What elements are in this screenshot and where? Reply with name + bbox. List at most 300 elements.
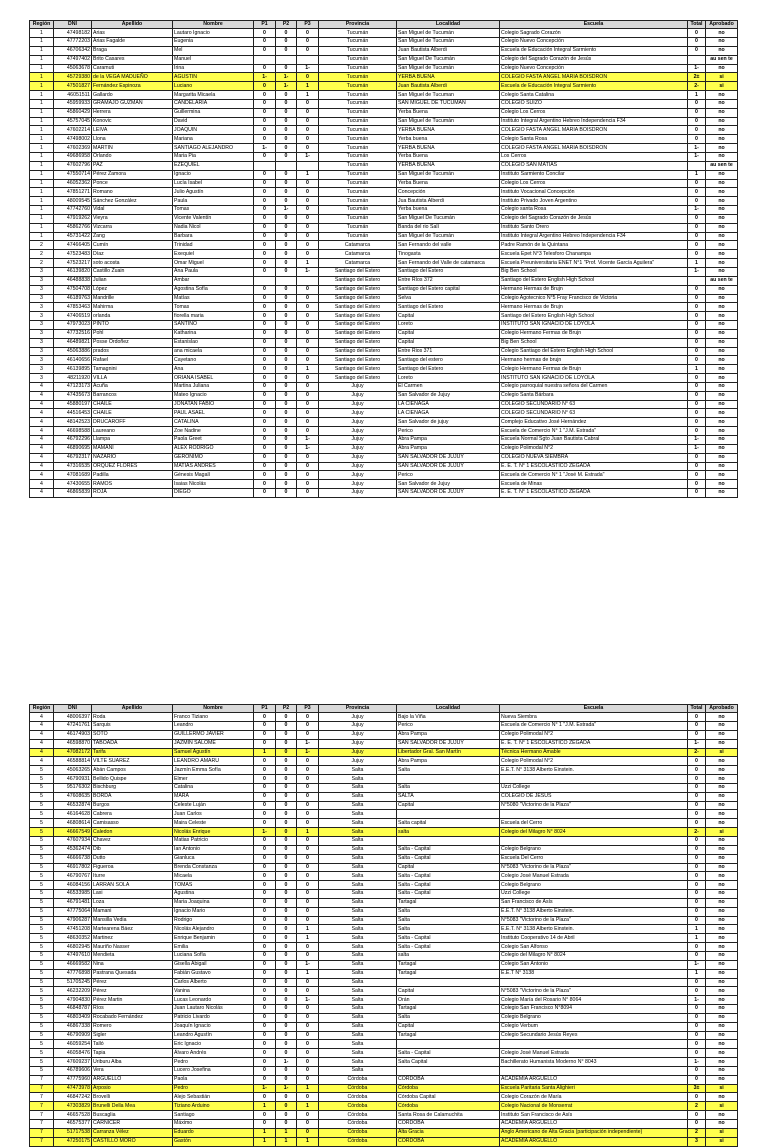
p1-cell: 0 xyxy=(254,259,276,268)
locality-cell: Salta - Capital xyxy=(397,1049,500,1058)
locality-cell xyxy=(397,1040,500,1049)
table-row xyxy=(30,321,738,330)
surname-cell: Llampa xyxy=(92,436,173,445)
region-cell: 5 xyxy=(30,987,54,996)
school-cell: Colegio José Manuel Estrada xyxy=(500,1049,688,1058)
school-cell: Santiago del Estero English High School xyxy=(500,276,688,285)
region-cell: 5 xyxy=(30,916,54,925)
p3-cell: 1 xyxy=(297,1084,319,1093)
approved-cell: no xyxy=(706,1031,738,1040)
approved-cell: no xyxy=(706,391,738,400)
total-cell: 0 xyxy=(688,188,706,197)
approved-header: Aprobado xyxy=(706,705,738,713)
approved-cell: no xyxy=(706,259,738,268)
name-cell: JOAQUIN xyxy=(173,126,254,135)
p2-cell: 0 xyxy=(276,978,297,987)
p2-cell: 0 xyxy=(276,294,297,303)
dni-cell: 47406519 xyxy=(54,312,92,321)
locality-cell: Abra Pampa xyxy=(397,436,500,445)
p3-cell: 0 xyxy=(297,757,319,766)
p1-cell: 0 xyxy=(254,978,276,987)
province-cell: Tucumán xyxy=(319,214,397,223)
school-cell: Instituto Privado Joven Argentino xyxy=(500,197,688,206)
p3-cell: 1- xyxy=(297,436,319,445)
dni-cell: 48142523 xyxy=(54,418,92,427)
region-cell: 1 xyxy=(30,197,54,206)
approved-cell: no xyxy=(706,1040,738,1049)
locality-cell xyxy=(397,978,500,987)
school-cell: COLEGIO FASTA ANGEL MARIA BOISDRON xyxy=(500,73,688,82)
table-row xyxy=(30,108,738,117)
locality-cell: Capital xyxy=(397,338,500,347)
school-cell: Técnica Hermano Amable xyxy=(500,748,688,757)
province-cell: Salta xyxy=(319,960,397,969)
p1-cell: 0 xyxy=(254,329,276,338)
dni-cell: 47241761 xyxy=(54,722,92,731)
p3-cell: 0 xyxy=(297,471,319,480)
region-cell: 3 xyxy=(30,356,54,365)
name-cell: GUILLERMO JAVIER xyxy=(173,730,254,739)
p2-cell: 0 xyxy=(276,38,297,47)
p1-cell: 0 xyxy=(254,996,276,1005)
p2-cell: 0 xyxy=(276,1075,297,1084)
province-cell: Tucumán xyxy=(319,206,397,215)
table-row xyxy=(30,197,738,206)
locality-cell: San Miguel de Tucuman xyxy=(397,91,500,100)
school-cell: Colegio Los Cerros xyxy=(500,108,688,117)
p2-cell: 0 xyxy=(276,1013,297,1022)
province-cell: Salta xyxy=(319,996,397,1005)
school-cell: Colegio Belgrano xyxy=(500,845,688,854)
p2-cell: 0 xyxy=(276,925,297,934)
approved-cell: no xyxy=(706,713,738,722)
approved-cell: no xyxy=(706,453,738,462)
surname-cell: Barrancos xyxy=(92,391,173,400)
surname-cell: Posse Ordoñez xyxy=(92,338,173,347)
approved-cell: au sen te xyxy=(706,161,738,170)
total-cell: 1- xyxy=(688,436,706,445)
approved-cell: si xyxy=(706,1137,738,1146)
surname-cell: Arposio xyxy=(92,1084,173,1093)
dni-cell: 47602369 xyxy=(54,144,92,153)
surname-cell: Sigler xyxy=(92,1031,173,1040)
p2-cell: 0 xyxy=(276,117,297,126)
p3-cell: 0 xyxy=(297,126,319,135)
dni-cell: 48009545 xyxy=(54,197,92,206)
locality-cell: Perico xyxy=(397,471,500,480)
locality-cell: Capital xyxy=(397,987,500,996)
school-cell: Colegio María del Rosario N° 8064 xyxy=(500,996,688,1005)
surname-cell: Romero xyxy=(92,1022,173,1031)
school-cell: Colegio santa Rosa xyxy=(500,206,688,215)
province-cell: Jujuy xyxy=(319,409,397,418)
p1-cell: 0 xyxy=(254,312,276,321)
p1-cell: 0 xyxy=(254,1013,276,1022)
p1-cell: 0 xyxy=(254,471,276,480)
region-cell: 1 xyxy=(30,38,54,47)
p3-cell: 0 xyxy=(297,792,319,801)
school-cell: Colegio Secundario Jesús Reyes xyxy=(500,1031,688,1040)
p3-cell: 1 xyxy=(297,91,319,100)
p1-cell: 0 xyxy=(254,374,276,383)
table-row xyxy=(30,144,738,153)
approved-cell: no xyxy=(706,46,738,55)
dni-cell: 46698588 xyxy=(54,427,92,436)
table-row xyxy=(30,1137,738,1146)
region-cell: 4 xyxy=(30,489,54,498)
dni-cell: 44516453 xyxy=(54,409,92,418)
region-cell: 1 xyxy=(30,223,54,232)
p3-cell: 0 xyxy=(297,73,319,82)
region-cell: 4 xyxy=(30,462,54,471)
surname-cell: Ponce xyxy=(92,179,173,188)
surname-cell: Pérez xyxy=(92,978,173,987)
p1-cell: 0 xyxy=(254,453,276,462)
locality-cell: Tinogasta xyxy=(397,250,500,259)
approved-cell: no xyxy=(706,916,738,925)
p1-cell: 0 xyxy=(254,347,276,356)
surname-cell: Díaz xyxy=(92,250,173,259)
locality-cell: CORDOBA xyxy=(397,1137,500,1146)
name-cell: Gastón xyxy=(173,1137,254,1146)
p1-cell: 0 xyxy=(254,135,276,144)
p1-cell: 0 xyxy=(254,960,276,969)
total-cell: 0 xyxy=(688,108,706,117)
locality-cell: Tartagal xyxy=(397,960,500,969)
school-cell: Colegio Corazón de María xyxy=(500,1093,688,1102)
surname-cell: DRUCAROFF xyxy=(92,418,173,427)
locality-cell: El Carmen xyxy=(397,382,500,391)
total-cell: 1 xyxy=(688,925,706,934)
table-row xyxy=(30,64,738,73)
dni-cell: 46488838 xyxy=(54,276,92,285)
p1-cell: 0 xyxy=(254,206,276,215)
locality-cell: Salta xyxy=(397,783,500,792)
total-cell: 0 xyxy=(688,951,706,960)
table-row xyxy=(30,347,738,356)
table-row xyxy=(30,951,738,960)
locality-cell: Juan Bautista Alberdi xyxy=(397,82,500,91)
p2-cell: 0 xyxy=(276,996,297,1005)
p2-cell: 0 xyxy=(276,960,297,969)
p3-cell: 0 xyxy=(297,1049,319,1058)
school-cell: E. E. T. N° 1 ESCOLASTICO ZEGADA xyxy=(500,739,688,748)
total-cell: 0 xyxy=(688,294,706,303)
total-cell: 0 xyxy=(688,730,706,739)
school-cell: Padre Ramón de la Quintana xyxy=(500,241,688,250)
p3-cell: 0 xyxy=(297,206,319,215)
region-cell: 7 xyxy=(30,1137,54,1146)
total-cell: 0 xyxy=(688,1049,706,1058)
results-table-top xyxy=(29,20,738,498)
region-cell: 5 xyxy=(30,854,54,863)
province-cell: Tucumán xyxy=(319,197,397,206)
p1-cell: 0 xyxy=(254,294,276,303)
total-cell: 2 xyxy=(688,1128,706,1137)
school-cell: Escuela de Minas xyxy=(500,480,688,489)
locality-cell: Capital xyxy=(397,863,500,872)
p3-cell: 0 xyxy=(297,144,319,153)
p1-cell: 0 xyxy=(254,739,276,748)
approved-cell: no xyxy=(706,99,738,108)
name-cell: Luciano xyxy=(173,82,254,91)
region-cell: 4 xyxy=(30,757,54,766)
total-cell: 0 xyxy=(688,801,706,810)
locality-cell: Salta xyxy=(397,916,500,925)
p3-cell: 0 xyxy=(297,819,319,828)
approved-cell: no xyxy=(706,489,738,498)
p3-cell: 0 xyxy=(297,374,319,383)
name-cell: Gisella Abigail xyxy=(173,960,254,969)
table-row xyxy=(30,1066,738,1075)
approved-cell: si xyxy=(706,748,738,757)
table-row xyxy=(30,241,738,250)
name-cell: MATIAS ANDRES xyxy=(173,462,254,471)
approved-cell: no xyxy=(706,153,738,162)
name-cell: Lautaro Ignacio xyxy=(173,29,254,38)
total-cell: 0 xyxy=(688,303,706,312)
school-cell: E.E.T. N° 3138 Alberto Einstein. xyxy=(500,766,688,775)
locality-cell: Salta - Capital xyxy=(397,934,500,943)
locality-cell: CORDOBA xyxy=(397,1075,500,1084)
dni-cell: 47473978 xyxy=(54,1084,92,1093)
total-cell: 2- xyxy=(688,828,706,837)
name-cell: Rodrigo xyxy=(173,916,254,925)
p2-cell: 0 xyxy=(276,46,297,55)
name-cell: JONATAN FABIO xyxy=(173,400,254,409)
name-cell: Vanina xyxy=(173,987,254,996)
name-cell: David xyxy=(173,117,254,126)
name-cell: Samuel Agustín xyxy=(173,748,254,757)
approved-cell: no xyxy=(706,1022,738,1031)
region-cell: 4 xyxy=(30,480,54,489)
name-cell: Vicente Valentín xyxy=(173,214,254,223)
school-cell: Bachillerato Humanista Moderno N° 8043 xyxy=(500,1058,688,1067)
approved-cell: au sen te xyxy=(706,276,738,285)
region-cell: 5 xyxy=(30,925,54,934)
p1-cell: 0 xyxy=(254,153,276,162)
total-cell: 0 xyxy=(688,978,706,987)
p2-cell: 0 xyxy=(276,722,297,731)
region-cell: 4 xyxy=(30,427,54,436)
approved-cell: no xyxy=(706,170,738,179)
p2-cell: 1 xyxy=(276,1128,297,1137)
province-cell: Tucumán xyxy=(319,38,397,47)
region-cell: 7 xyxy=(30,1075,54,1084)
approved-cell: no xyxy=(706,810,738,819)
province-cell: Tucumán xyxy=(319,179,397,188)
locality-cell: Banda del rio Salí xyxy=(397,223,500,232)
dni-cell: 47501827 xyxy=(54,82,92,91)
school-cell: Colegio Los Cerros xyxy=(500,179,688,188)
region-cell: 4 xyxy=(30,739,54,748)
table-row xyxy=(30,1084,738,1093)
total-header: Total xyxy=(688,705,706,713)
surname-cell: CHAILE xyxy=(92,409,173,418)
dni-cell: 48006397 xyxy=(54,713,92,722)
region-cell: 7 xyxy=(30,1120,54,1129)
p2-cell: 0 xyxy=(276,347,297,356)
surname-cell: Mandrille xyxy=(92,294,173,303)
approved-cell: no xyxy=(706,214,738,223)
name-cell: Santiago xyxy=(173,1111,254,1120)
region-cell: 5 xyxy=(30,951,54,960)
p1-cell: 0 xyxy=(254,881,276,890)
surname-cell: Camisasso xyxy=(92,819,173,828)
p1-cell: 0 xyxy=(254,730,276,739)
province-cell: Jujuy xyxy=(319,382,397,391)
region-cell: 4 xyxy=(30,418,54,427)
approved-cell: no xyxy=(706,144,738,153)
province-cell: Tucumán xyxy=(319,82,397,91)
surname-cell: Pohl xyxy=(92,329,173,338)
region-cell: 1 xyxy=(30,82,54,91)
surname-cell: Padilla xyxy=(92,471,173,480)
dni-cell: 46232209 xyxy=(54,987,92,996)
school-header: Escuela xyxy=(500,705,688,713)
school-cell xyxy=(500,978,688,987)
locality-cell: YERBA BUENA xyxy=(397,126,500,135)
table-row xyxy=(30,329,738,338)
school-cell xyxy=(500,810,688,819)
p1-cell: 0 xyxy=(254,916,276,925)
table-row xyxy=(30,1005,738,1014)
province-cell: Santiago del Estero xyxy=(319,374,397,383)
p2-cell: 0 xyxy=(276,108,297,117)
school-cell: E.E.T. N° 3138 Alberto Einstein. xyxy=(500,925,688,934)
school-cell: San Francisco de Asís xyxy=(500,898,688,907)
name-cell: Juan Carlos xyxy=(173,810,254,819)
surname-cell: Caledon xyxy=(92,828,173,837)
p1-cell: 0 xyxy=(254,1111,276,1120)
surname-cell: Braga xyxy=(92,46,173,55)
name-cell: MARA xyxy=(173,792,254,801)
p2-cell: 0 xyxy=(276,1102,297,1111)
approved-cell: no xyxy=(706,409,738,418)
table-row xyxy=(30,99,738,108)
surname-cell: Talló xyxy=(92,1040,173,1049)
table-row xyxy=(30,960,738,969)
p2-cell: 0 xyxy=(276,757,297,766)
p1-cell: 0 xyxy=(254,810,276,819)
surname-cell: Konovic xyxy=(92,117,173,126)
approved-cell: no xyxy=(706,845,738,854)
total-cell: 0 xyxy=(688,1013,706,1022)
total-cell: 0 xyxy=(688,38,706,47)
region-cell: 1 xyxy=(30,214,54,223)
total-cell: 0 xyxy=(688,427,706,436)
p3-cell: 0 xyxy=(297,409,319,418)
dni-cell: 46189763 xyxy=(54,294,92,303)
total-cell: 0 xyxy=(688,347,706,356)
p3-cell: 0 xyxy=(297,312,319,321)
region-cell: 1 xyxy=(30,126,54,135)
surname-cell: Herrera xyxy=(92,108,173,117)
approved-cell: no xyxy=(706,312,738,321)
school-cell: Escuela de Educación Integral Sarmiento xyxy=(500,82,688,91)
p3-cell: 0 xyxy=(297,916,319,925)
region-cell: 5 xyxy=(30,1022,54,1031)
approved-cell: no xyxy=(706,757,738,766)
p2-cell: 0 xyxy=(276,374,297,383)
locality-cell xyxy=(397,1066,500,1075)
p3-cell: 0 xyxy=(297,1013,319,1022)
p3-cell: 1 xyxy=(297,1102,319,1111)
locality-cell: Tartagal xyxy=(397,1005,500,1014)
table-row xyxy=(30,73,738,82)
dni-cell: 45362474 xyxy=(54,845,92,854)
province-cell: Salta xyxy=(319,987,397,996)
dni-cell: 47523217 xyxy=(54,259,92,268)
total-cell: 0 xyxy=(688,1022,706,1031)
region-cell: 3 xyxy=(30,312,54,321)
total-cell: 0 xyxy=(688,241,706,250)
p2-cell: 0 xyxy=(276,951,297,960)
table-row xyxy=(30,338,738,347)
total-cell: 1 xyxy=(688,91,706,100)
p2-cell: 0 xyxy=(276,391,297,400)
p2-cell: 0 xyxy=(276,462,297,471)
name-cell: Nadia Nicol xyxy=(173,223,254,232)
p3-cell: 1 xyxy=(297,925,319,934)
school-cell: Escuela del Cerro xyxy=(500,819,688,828)
school-cell xyxy=(500,1040,688,1049)
approved-cell: no xyxy=(706,338,738,347)
locality-cell: San Salvador de Jujuy xyxy=(397,480,500,489)
region-cell: 5 xyxy=(30,819,54,828)
name-cell: Estanislao xyxy=(173,338,254,347)
region-cell: 4 xyxy=(30,730,54,739)
region-cell: 5 xyxy=(30,828,54,837)
name-cell: Lucía Isabel xyxy=(173,179,254,188)
approved-cell: no xyxy=(706,1066,738,1075)
school-cell: COLEGIO SECUNDARIO N° 63 xyxy=(500,409,688,418)
name-cell: Manuel xyxy=(173,55,254,64)
approved-cell: no xyxy=(706,907,738,916)
p1-cell: 0 xyxy=(254,987,276,996)
locality-cell: SAN SALVADOR DE JUJUY xyxy=(397,453,500,462)
approved-cell: no xyxy=(706,462,738,471)
locality-cell: Santiago del Estero xyxy=(397,365,500,374)
approved-cell: no xyxy=(706,1093,738,1102)
province-cell: Santiago del Estero xyxy=(319,276,397,285)
region-cell: 5 xyxy=(30,783,54,792)
surname-cell: Arias xyxy=(92,29,173,38)
school-cell: Colegio Polimodal N°2 xyxy=(500,444,688,453)
surname-cell: ROJA xyxy=(92,489,173,498)
p1-cell: 0 xyxy=(254,250,276,259)
dni-cell: 46803409 xyxy=(54,1013,92,1022)
table-row xyxy=(30,898,738,907)
p2-cell: 0 xyxy=(276,907,297,916)
school-cell: Colegio José Manuel Estrada xyxy=(500,872,688,881)
surname-cell: Mahirma xyxy=(92,303,173,312)
region-cell: 5 xyxy=(30,872,54,881)
total-cell: 0 xyxy=(688,845,706,854)
province-cell: Tucumán xyxy=(319,108,397,117)
p1-cell: 0 xyxy=(254,29,276,38)
locality-cell: Entre Rios 371 xyxy=(397,347,500,356)
locality-cell: Entre Ríos 372 xyxy=(397,276,500,285)
p1-cell: 0 xyxy=(254,170,276,179)
province-cell: Salta xyxy=(319,801,397,810)
locality-cell: SAN SALVADOR DE JUJUY xyxy=(397,739,500,748)
locality-cell: Concepción xyxy=(397,188,500,197)
total-cell: 1- xyxy=(688,206,706,215)
dni-cell: 47504708 xyxy=(54,285,92,294)
p3-cell: 0 xyxy=(297,338,319,347)
p2-cell: 0 xyxy=(276,792,297,801)
